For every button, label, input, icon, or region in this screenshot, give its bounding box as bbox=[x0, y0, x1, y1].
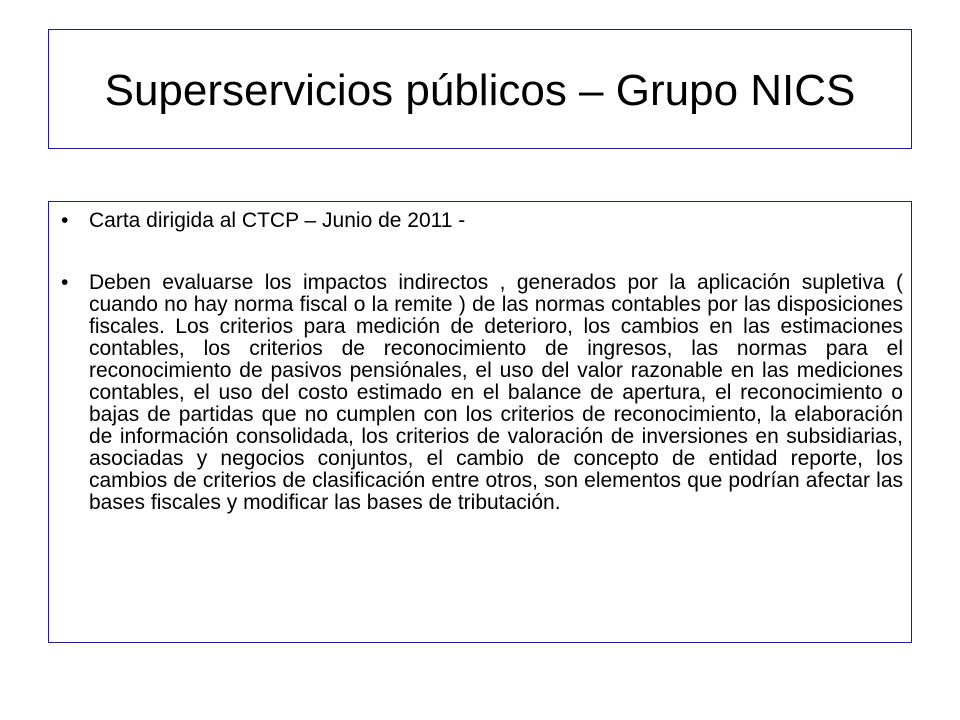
bullet-text: Carta dirigida al CTCP – Junio de 2011 - bbox=[89, 209, 466, 232]
bullet-marker: • bbox=[61, 271, 69, 294]
bullet-marker: • bbox=[61, 209, 69, 232]
bullet-text: Deben evaluarse los impactos indirectos , generados por la aplicación supletiva ( cuando no hay norma fiscal o la remite ) de las normas contables por las disposiciones fiscales. Los criterios para medición de deterioro, los cambios en las estimaciones contables, los criterios de reconocimiento de ingresos, las normas para el reconocimiento de pasivos pensiónales, el uso del valor razonable en las mediciones contables, el uso del costo estimado en el balance de apertura, el reconocimiento o bajas de partidas que no cumplen con los criterios de reconocimiento, la elaboración de información consolidada, los criterios de valoración de inversiones en subsidiarias, asociadas y negocios conjuntos, el cambio de concepto de entidad reporte, los cambios de criterios de clasificación entre otros, son elementos que podrían afectar las bases fiscales y modificar las bases de tributación. bbox=[89, 271, 903, 514]
slide-title: Superservicios públicos – Grupo NICS bbox=[104, 66, 856, 115]
title-box bbox=[48, 29, 912, 149]
content-box bbox=[48, 201, 912, 643]
bullet-item bbox=[61, 210, 903, 232]
bullet-item bbox=[61, 272, 903, 514]
